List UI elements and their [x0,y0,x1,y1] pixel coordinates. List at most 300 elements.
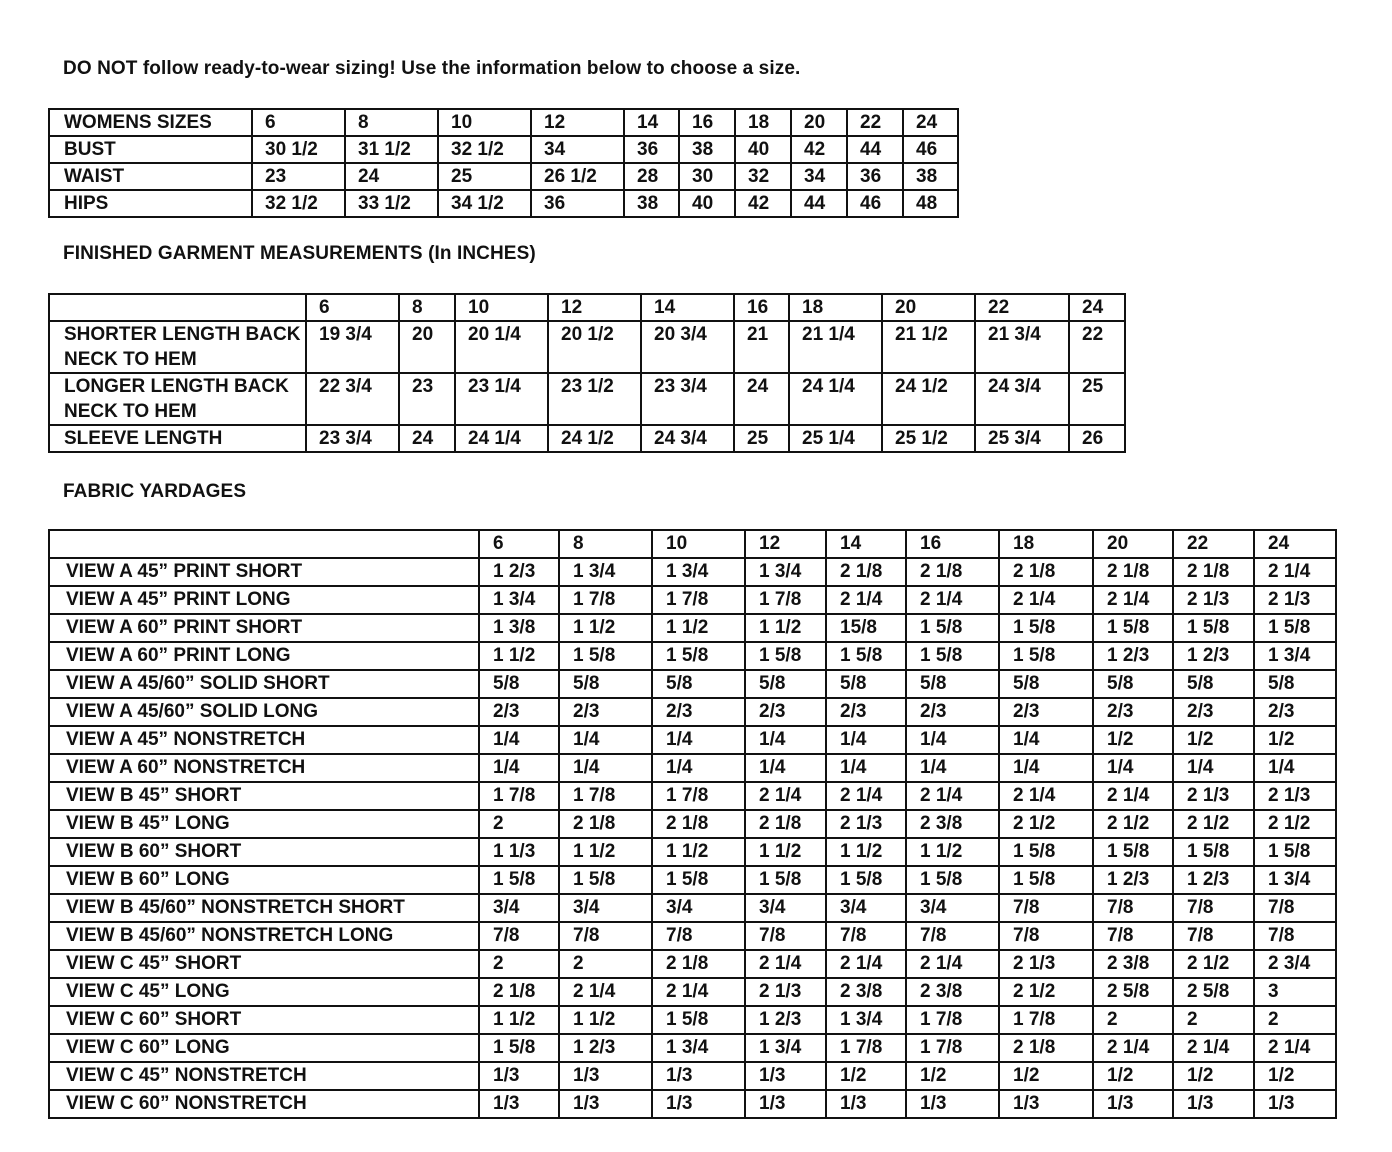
table-row [49,642,1336,670]
table-row [49,136,958,163]
value-cell: 1/4 [826,754,906,782]
value-cell: 1 7/8 [906,1034,999,1062]
value-cell: 1/2 [1173,726,1254,754]
value-cell: 7/8 [652,922,745,950]
value-cell: 2 1/4 [999,782,1093,810]
size-header-cell: 20 [882,294,975,321]
value-cell: 7/8 [906,922,999,950]
value-cell: 2 1/2 [1173,950,1254,978]
value-cell: 1/3 [652,1090,745,1118]
value-cell: 1/4 [906,754,999,782]
value-cell: 25 3/4 [975,425,1069,452]
fabric-yardages-table [48,529,1337,1119]
value-cell: 25 [734,425,789,452]
row-label-cell: BUST [49,136,252,163]
row-label-cell: VIEW C 60” SHORT [49,1006,479,1034]
value-cell: 1 2/3 [745,1006,826,1034]
value-cell: 2 1/4 [745,782,826,810]
row-label-cell: VIEW A 45” PRINT LONG [49,586,479,614]
table-row [49,838,1336,866]
value-cell: 2 1/8 [826,558,906,586]
value-cell: 1/3 [1173,1090,1254,1118]
value-cell: 2 1/8 [559,810,652,838]
row-label-cell: VIEW C 60” LONG [49,1034,479,1062]
size-header-cell: 22 [1173,530,1254,558]
value-cell: 1/4 [652,726,745,754]
value-cell: 1 2/3 [1093,642,1173,670]
value-cell: 2 1/4 [559,978,652,1006]
value-cell: 1 5/8 [1254,614,1336,642]
womens-sizes-table [48,108,959,218]
row-label-cell: VIEW C 45” NONSTRETCH [49,1062,479,1090]
row-label-cell: VIEW A 45/60” SOLID LONG [49,698,479,726]
value-cell: 24 1/4 [789,373,882,425]
table-header-row [49,109,958,136]
value-cell: 48 [903,190,958,217]
value-cell: 2 1/8 [999,558,1093,586]
value-cell: 1/3 [479,1090,559,1118]
value-cell: 3/4 [652,894,745,922]
size-header-cell: 12 [745,530,826,558]
table-row [49,1034,1336,1062]
value-cell: 2 [1254,1006,1336,1034]
value-cell: 2 [479,950,559,978]
size-header-cell: 20 [791,109,847,136]
value-cell: 2 1/4 [1173,1034,1254,1062]
value-cell: 1 5/8 [1093,838,1173,866]
value-cell: 1 5/8 [652,866,745,894]
value-cell: 2 1/8 [1093,558,1173,586]
value-cell: 2 [559,950,652,978]
value-cell: 1 5/8 [1254,838,1336,866]
size-header-cell: 8 [399,294,455,321]
value-cell: 1 1/2 [826,838,906,866]
value-cell: 2/3 [559,698,652,726]
table-row [49,321,1125,373]
value-cell: 2/3 [745,698,826,726]
value-cell: 1 3/4 [652,1034,745,1062]
table-row [49,894,1336,922]
value-cell: 2 1/3 [1254,782,1336,810]
table-row [49,1090,1336,1118]
row-label-cell: VIEW A 45” PRINT SHORT [49,558,479,586]
value-cell: 5/8 [1093,670,1173,698]
value-cell: 2 1/3 [745,978,826,1006]
table-row [49,922,1336,950]
value-cell: 1 5/8 [999,614,1093,642]
intro-instruction: DO NOT follow ready-to-wear sizing! Use the information below to choose a size. [63,58,801,79]
value-cell: 1/4 [479,726,559,754]
row-label-cell: SLEEVE LENGTH [49,425,306,452]
value-cell: 42 [735,190,791,217]
value-cell: 20 1/2 [548,321,641,373]
value-cell: 32 1/2 [252,190,345,217]
value-cell: 21 1/4 [789,321,882,373]
value-cell: 1/3 [826,1090,906,1118]
table-row [49,866,1336,894]
value-cell: 46 [847,190,903,217]
value-cell: 34 [791,163,847,190]
table-row [49,425,1125,452]
value-cell: 1 7/8 [559,586,652,614]
value-cell: 7/8 [479,922,559,950]
value-cell: 1/4 [1254,754,1336,782]
value-cell: 2/3 [826,698,906,726]
value-cell: 1 2/3 [1093,866,1173,894]
value-cell: 2 1/4 [1093,782,1173,810]
value-cell: 5/8 [826,670,906,698]
value-cell: 1/4 [826,726,906,754]
size-header-cell: 8 [345,109,438,136]
value-cell: 1/3 [745,1062,826,1090]
value-cell: 1/3 [999,1090,1093,1118]
value-cell: 25 1/2 [882,425,975,452]
value-cell: 2 3/8 [906,810,999,838]
header-label-cell [49,530,479,558]
value-cell: 3 [1254,978,1336,1006]
value-cell: 1/3 [479,1062,559,1090]
value-cell: 3/4 [906,894,999,922]
value-cell: 1 1/3 [479,838,559,866]
value-cell: 2 1/4 [1093,1034,1173,1062]
row-label-cell: VIEW C 45” LONG [49,978,479,1006]
value-cell: 26 [1069,425,1125,452]
value-cell: 1 2/3 [1173,642,1254,670]
value-cell: 38 [624,190,679,217]
value-cell: 20 1/4 [455,321,548,373]
value-cell: 1 5/8 [559,642,652,670]
value-cell: 21 [734,321,789,373]
value-cell: 1 5/8 [652,1006,745,1034]
value-cell: 1/3 [745,1090,826,1118]
value-cell: 36 [531,190,624,217]
value-cell: 3/4 [559,894,652,922]
value-cell: 2 1/8 [479,978,559,1006]
size-header-cell: 18 [789,294,882,321]
value-cell: 1 5/8 [906,642,999,670]
value-cell: 24 1/2 [882,373,975,425]
value-cell: 1 5/8 [906,614,999,642]
value-cell: 2/3 [1093,698,1173,726]
table-row [49,614,1336,642]
value-cell: 2/3 [652,698,745,726]
size-header-cell: 12 [531,109,624,136]
value-cell: 1 1/2 [745,838,826,866]
value-cell: 2 [1093,1006,1173,1034]
value-cell: 40 [679,190,735,217]
value-cell: 1/3 [559,1062,652,1090]
value-cell: 7/8 [745,922,826,950]
table-row [49,670,1336,698]
table-row [49,782,1336,810]
value-cell: 46 [903,136,958,163]
value-cell: 1 5/8 [999,642,1093,670]
value-cell: 36 [624,136,679,163]
value-cell: 23 [399,373,455,425]
size-header-cell: 14 [826,530,906,558]
row-label-cell: VIEW C 60” NONSTRETCH [49,1090,479,1118]
value-cell: 24 [734,373,789,425]
value-cell: 7/8 [1093,922,1173,950]
value-cell: 7/8 [999,894,1093,922]
value-cell: 33 1/2 [345,190,438,217]
size-header-cell: 16 [679,109,735,136]
value-cell: 19 3/4 [306,321,399,373]
value-cell: 1 5/8 [652,642,745,670]
row-label-cell: WAIST [49,163,252,190]
row-label-cell: VIEW A 60” NONSTRETCH [49,754,479,782]
value-cell: 7/8 [826,922,906,950]
value-cell: 1 3/8 [479,614,559,642]
value-cell: 1/2 [1254,1062,1336,1090]
value-cell: 31 1/2 [345,136,438,163]
value-cell: 1/3 [1254,1090,1336,1118]
size-header-cell: 16 [734,294,789,321]
header-label-cell: WOMENS SIZES [49,109,252,136]
value-cell: 1 3/4 [745,558,826,586]
table-row [49,698,1336,726]
value-cell: 1 5/8 [826,866,906,894]
size-header-cell: 20 [1093,530,1173,558]
value-cell: 25 1/4 [789,425,882,452]
value-cell: 1/4 [652,754,745,782]
size-header-cell: 22 [975,294,1069,321]
value-cell: 15/8 [826,614,906,642]
value-cell: 28 [624,163,679,190]
value-cell: 2 1/8 [1173,558,1254,586]
value-cell: 2/3 [999,698,1093,726]
value-cell: 2 1/2 [1173,810,1254,838]
value-cell: 3/4 [479,894,559,922]
value-cell: 2 1/4 [1093,586,1173,614]
value-cell: 3/4 [745,894,826,922]
table-row [49,373,1125,425]
value-cell: 1 1/2 [479,1006,559,1034]
value-cell: 1 1/2 [559,1006,652,1034]
value-cell: 2 1/4 [652,978,745,1006]
value-cell: 1 7/8 [559,782,652,810]
size-header-cell: 10 [455,294,548,321]
size-header-cell: 16 [906,530,999,558]
value-cell: 44 [847,136,903,163]
size-header-cell: 8 [559,530,652,558]
value-cell: 2 1/4 [906,950,999,978]
value-cell: 22 [1069,321,1125,373]
value-cell: 2 1/2 [999,810,1093,838]
value-cell: 1 7/8 [652,586,745,614]
value-cell: 1/2 [1093,1062,1173,1090]
value-cell: 5/8 [479,670,559,698]
value-cell: 1/4 [999,754,1093,782]
value-cell: 2 1/4 [1254,558,1336,586]
value-cell: 24 [399,425,455,452]
value-cell: 1 3/4 [559,558,652,586]
value-cell: 1/2 [906,1062,999,1090]
size-header-cell: 12 [548,294,641,321]
size-header-cell: 14 [641,294,734,321]
row-label-cell: HIPS [49,190,252,217]
value-cell: 1/2 [826,1062,906,1090]
value-cell: 5/8 [559,670,652,698]
value-cell: 2 [1173,1006,1254,1034]
value-cell: 2 1/8 [652,950,745,978]
value-cell: 20 [399,321,455,373]
value-cell: 23 3/4 [641,373,734,425]
value-cell: 1 3/4 [826,1006,906,1034]
row-label-cell: VIEW A 60” PRINT SHORT [49,614,479,642]
value-cell: 1 7/8 [479,782,559,810]
value-cell: 30 [679,163,735,190]
value-cell: 1 2/3 [479,558,559,586]
value-cell: 21 3/4 [975,321,1069,373]
row-label-cell: VIEW C 45” SHORT [49,950,479,978]
value-cell: 44 [791,190,847,217]
value-cell: 2 1/4 [826,586,906,614]
row-label-cell: VIEW B 60” LONG [49,866,479,894]
value-cell: 2 1/4 [906,586,999,614]
value-cell: 2 3/8 [1093,950,1173,978]
value-cell: 1/2 [1093,726,1173,754]
size-header-cell: 24 [1069,294,1125,321]
value-cell: 1 3/4 [1254,642,1336,670]
value-cell: 1 5/8 [1093,614,1173,642]
value-cell: 2 1/4 [745,950,826,978]
value-cell: 1 7/8 [745,586,826,614]
row-label-cell: VIEW B 45/60” NONSTRETCH LONG [49,922,479,950]
value-cell: 1/2 [1254,726,1336,754]
value-cell: 2/3 [906,698,999,726]
row-label-cell: VIEW B 45” LONG [49,810,479,838]
value-cell: 1/4 [559,754,652,782]
value-cell: 2 1/8 [906,558,999,586]
value-cell: 1 1/2 [559,838,652,866]
value-cell: 24 1/4 [455,425,548,452]
finished-measurements-table [48,293,1126,453]
value-cell: 2 1/8 [999,1034,1093,1062]
value-cell: 2 1/8 [745,810,826,838]
size-header-cell: 6 [252,109,345,136]
value-cell: 7/8 [559,922,652,950]
value-cell: 32 [735,163,791,190]
value-cell: 1 5/8 [479,1034,559,1062]
size-header-cell: 10 [652,530,745,558]
table-header-row [49,294,1125,321]
value-cell: 2/3 [1254,698,1336,726]
value-cell: 24 [345,163,438,190]
value-cell: 1 3/4 [479,586,559,614]
value-cell: 22 3/4 [306,373,399,425]
value-cell: 26 1/2 [531,163,624,190]
fabric-yardages-heading: FABRIC YARDAGES [63,481,247,502]
table-row [49,950,1336,978]
value-cell: 21 1/2 [882,321,975,373]
value-cell: 7/8 [1173,894,1254,922]
value-cell: 5/8 [745,670,826,698]
value-cell: 1/4 [745,754,826,782]
value-cell: 1 5/8 [559,866,652,894]
table-row [49,726,1336,754]
value-cell: 1/4 [1093,754,1173,782]
value-cell: 1/4 [745,726,826,754]
value-cell: 1 2/3 [1173,866,1254,894]
value-cell: 1 7/8 [826,1034,906,1062]
size-header-cell: 18 [999,530,1093,558]
value-cell: 1/3 [559,1090,652,1118]
value-cell: 25 [1069,373,1125,425]
value-cell: 34 1/2 [438,190,531,217]
value-cell: 1 1/2 [652,838,745,866]
value-cell: 1 5/8 [745,866,826,894]
table-header-row [49,530,1336,558]
value-cell: 23 [252,163,345,190]
value-cell: 2/3 [1173,698,1254,726]
value-cell: 1 7/8 [906,1006,999,1034]
row-label-cell: VIEW A 45” NONSTRETCH [49,726,479,754]
value-cell: 5/8 [999,670,1093,698]
size-header-cell: 14 [624,109,679,136]
value-cell: 2 1/3 [1173,782,1254,810]
value-cell: 2 3/8 [826,978,906,1006]
value-cell: 7/8 [1254,922,1336,950]
value-cell: 5/8 [1173,670,1254,698]
row-label-cell: VIEW B 60” SHORT [49,838,479,866]
value-cell: 24 3/4 [641,425,734,452]
table-row [49,1006,1336,1034]
value-cell: 3/4 [826,894,906,922]
value-cell: 1 5/8 [999,866,1093,894]
value-cell: 2 1/4 [999,586,1093,614]
value-cell: 1/2 [999,1062,1093,1090]
value-cell: 36 [847,163,903,190]
value-cell: 1 1/2 [906,838,999,866]
value-cell: 1 5/8 [1173,838,1254,866]
value-cell: 1 5/8 [745,642,826,670]
value-cell: 1 2/3 [559,1034,652,1062]
value-cell: 2 1/3 [826,810,906,838]
table-row [49,754,1336,782]
value-cell: 5/8 [652,670,745,698]
value-cell: 30 1/2 [252,136,345,163]
value-cell: 2 [479,810,559,838]
value-cell: 1 3/4 [1254,866,1336,894]
row-label-cell: LONGER LENGTH BACK NECK TO HEM [49,373,306,425]
size-header-cell: 6 [479,530,559,558]
value-cell: 1/2 [1173,1062,1254,1090]
value-cell: 38 [679,136,735,163]
value-cell: 7/8 [999,922,1093,950]
size-header-cell: 24 [1254,530,1336,558]
value-cell: 1 3/4 [652,558,745,586]
value-cell: 1/3 [906,1090,999,1118]
value-cell: 2 1/3 [1254,586,1336,614]
finished-measurements-heading: FINISHED GARMENT MEASUREMENTS (In INCHES) [63,243,536,264]
value-cell: 1 5/8 [999,838,1093,866]
value-cell: 23 3/4 [306,425,399,452]
value-cell: 1 1/2 [479,642,559,670]
size-header-cell: 22 [847,109,903,136]
value-cell: 24 3/4 [975,373,1069,425]
value-cell: 7/8 [1093,894,1173,922]
table-row [49,190,958,217]
value-cell: 1 1/2 [559,614,652,642]
value-cell: 2 1/2 [999,978,1093,1006]
table-row [49,1062,1336,1090]
value-cell: 1 5/8 [826,642,906,670]
value-cell: 2 1/8 [652,810,745,838]
table-row [49,586,1336,614]
value-cell: 1 1/2 [745,614,826,642]
value-cell: 1/4 [906,726,999,754]
